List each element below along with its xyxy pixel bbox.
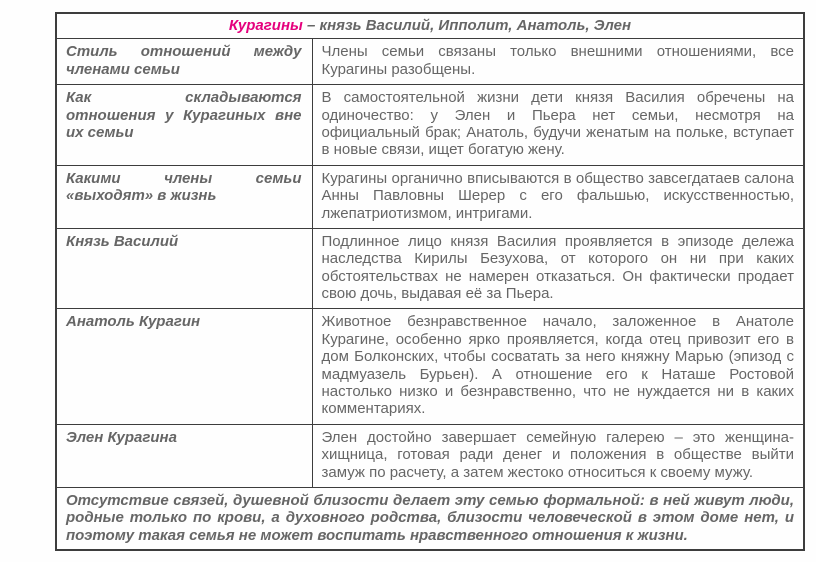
row-label-knyaz-vasiliy: Князь Василий (56, 228, 312, 309)
table-row (56, 39, 804, 85)
table-row (56, 85, 804, 166)
row-label-entering-life: Какими члены семьи «выходят» в жизнь (56, 165, 312, 228)
title-rest: – князь Василий, Ипполит, Анатоль, Элен (302, 17, 632, 34)
table-row (56, 424, 804, 487)
row-label-relations-style: Стиль отношений между членами семьи (56, 39, 312, 85)
row-text-relations-style: Члены семьи связаны только внешними отношениями, все Курагины разобщены. (312, 39, 804, 85)
table-footer-conclusion: Отсутствие связей, душевной близости делает эту семью формальной: в ней живут люди, родные только по крови, а духовного родства, близости человеческой в этом доме нет, и поэтому такая семья не может воспитать нравственного отношения к жизни. (56, 487, 804, 550)
table-title (56, 13, 804, 39)
row-label-anatol-kuragin: Анатоль Курагин (56, 309, 312, 424)
row-text-anatol-kuragin: Животное безнравственное начало, заложенное в Анатоле Курагине, особенно ярко проявляется, когда отец привозит его в дом Болконских, чтобы сосватать за него княжну Марью (эпизод с мадмуазель Бурьен). А отношение его к Наташе Ростовой настолько низко и безнравственно, что не нуждается ни в каких комментариях. (312, 309, 804, 424)
row-label-elen-kuragina: Элен Курагина (56, 424, 312, 487)
row-text-elen-kuragina: Элен достойно завершает семейную галерею – это женщина-хищница, готовая ради денег и положения в обществе выйти замуж по расчету, а затем жестоко относиться к своему мужу. (312, 424, 804, 487)
table-row (56, 228, 804, 309)
kuragin-family-table (55, 12, 805, 551)
row-text-outside-family: В самостоятельной жизни дети князя Василия обречены на одиночество: у Элен и Пьера нет семьи, несмотря на официальный брак; Анатоль, будучи женатым на польке, вступает в новые связи, ищет богатую жену. (312, 85, 804, 166)
table-row (56, 165, 804, 228)
row-label-outside-family: Как складываются отношения у Курагиных вне их семьи (56, 85, 312, 166)
row-text-knyaz-vasiliy: Подлинное лицо князя Василия проявляется в эпизоде дележа наследства Кирилы Безухова, от которого он ни при каких обстоятельствах не намерен отказаться. Он фактически продает свою дочь, выдавая её за Пьера. (312, 228, 804, 309)
title-highlight: Курагины (228, 17, 303, 34)
table-row (56, 309, 804, 424)
footer-row (56, 487, 804, 550)
row-text-entering-life: Курагины органично вписываются в общество завсегдатаев салона Анны Павловны Шерер с его фальшью, искусственностью, лжепатриотизмом, интригами. (312, 165, 804, 228)
title-row (56, 13, 804, 39)
